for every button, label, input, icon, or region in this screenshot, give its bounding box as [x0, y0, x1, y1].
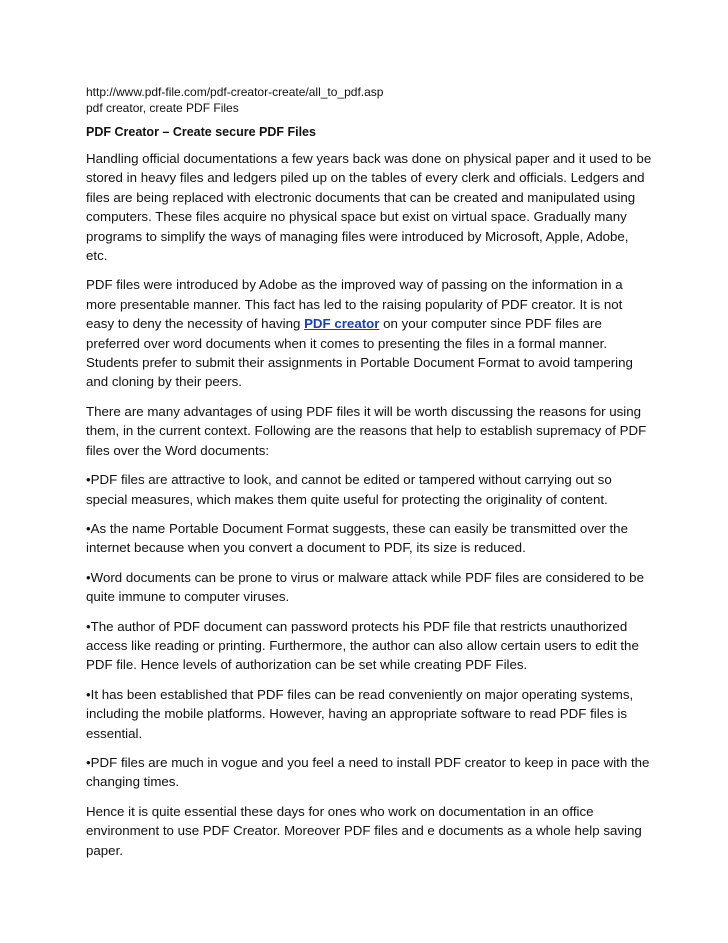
document-page: [86, 84, 652, 860]
advantages-paragraph: There are many advantages of using PDF files it will be worth discussing the reasons for using them, in the current context. Following are the reasons that help to establish supremacy of PDF files over the Word documents:: [86, 403, 647, 458]
bullet-text: PDF files are much in vogue and you feel a need to install PDF creator to keep in pace with the changing times.: [86, 754, 650, 790]
bullet-icon: •: [86, 618, 91, 634]
adobe-paragraph: [86, 275, 652, 391]
bullet-text: It has been established that PDF files can be read conveniently on major operating systems, including the mobile platforms. However, having an appropriate software to read PDF files is essential.: [86, 686, 634, 741]
adobe-paragraph-text-before: PDF files were introduced by Adobe as the improved way of passing on the information in a more presentable manner. This fact has led to the raising popularity of PDF creator. It is not easy to deny the necessity of having: [86, 277, 623, 332]
source-url: http://www.pdf-file.com/pdf-creator-create/all_to_pdf.asp: [86, 85, 384, 99]
bullet-item: [86, 470, 652, 509]
closing-paragraph: Hence it is quite essential these days for ones who work on documentation in an office environment to use PDF Creator. Moreover PDF files and e documents as a whole help saving paper.: [86, 803, 642, 858]
bullet-text: PDF files are attractive to look, and cannot be edited or tampered without carrying out so special measures, which makes them quite useful for protecting the originality of content.: [86, 472, 612, 507]
pdf-creator-link[interactable]: PDF creator: [304, 316, 380, 332]
bullet-item: [86, 568, 652, 607]
bullet-text: Word documents can be prone to virus or malware attack while PDF files are considered to be quite immune to computer viruses.: [86, 569, 644, 605]
bullet-icon: •: [86, 520, 91, 536]
bullet-icon: •: [86, 569, 91, 585]
bullet-item: [86, 617, 652, 675]
bullet-text: As the name Portable Document Format suggests, these can easily be transmitted over the internet because when you convert a document to PDF, its size is reduced.: [86, 520, 628, 556]
bullet-icon: •: [86, 686, 91, 702]
adobe-paragraph-text-after: on your computer since PDF files are preferred over word documents when it comes to presenting the files in a formal manner. Students prefer to submit their assignments in Portable Document Format to avoid tampering and cloning by their peers.: [86, 316, 633, 390]
bullet-item: [86, 685, 652, 743]
bullet-icon: •: [86, 754, 91, 770]
bullet-icon: •: [86, 472, 91, 488]
bullet-text: The author of PDF document can password protects his PDF file that restricts unauthorized access like reading or printing. Furthermore, the author can also allow certain users to edit the PDF file. Hence levels of authorization can be set while creating PDF Files.: [86, 618, 639, 673]
keywords-line: pdf creator, create PDF Files: [86, 101, 239, 115]
bullet-item: [86, 753, 652, 792]
bullet-item: [86, 519, 652, 558]
document-title: PDF Creator – Create secure PDF Files: [86, 125, 316, 139]
intro-paragraph: Handling official documentations a few years back was done on physical paper and it used to be stored in heavy files and ledgers piled up on the tables of every clerk and officials. Ledgers and files are being replaced with electronic documents that can be created and manipulated using computers. These files acquire no physical space but exist on virtual space. Gradually many programs to simplify the ways of managing files were introduced by Microsoft, Apple, Adobe, etc.: [86, 151, 652, 264]
